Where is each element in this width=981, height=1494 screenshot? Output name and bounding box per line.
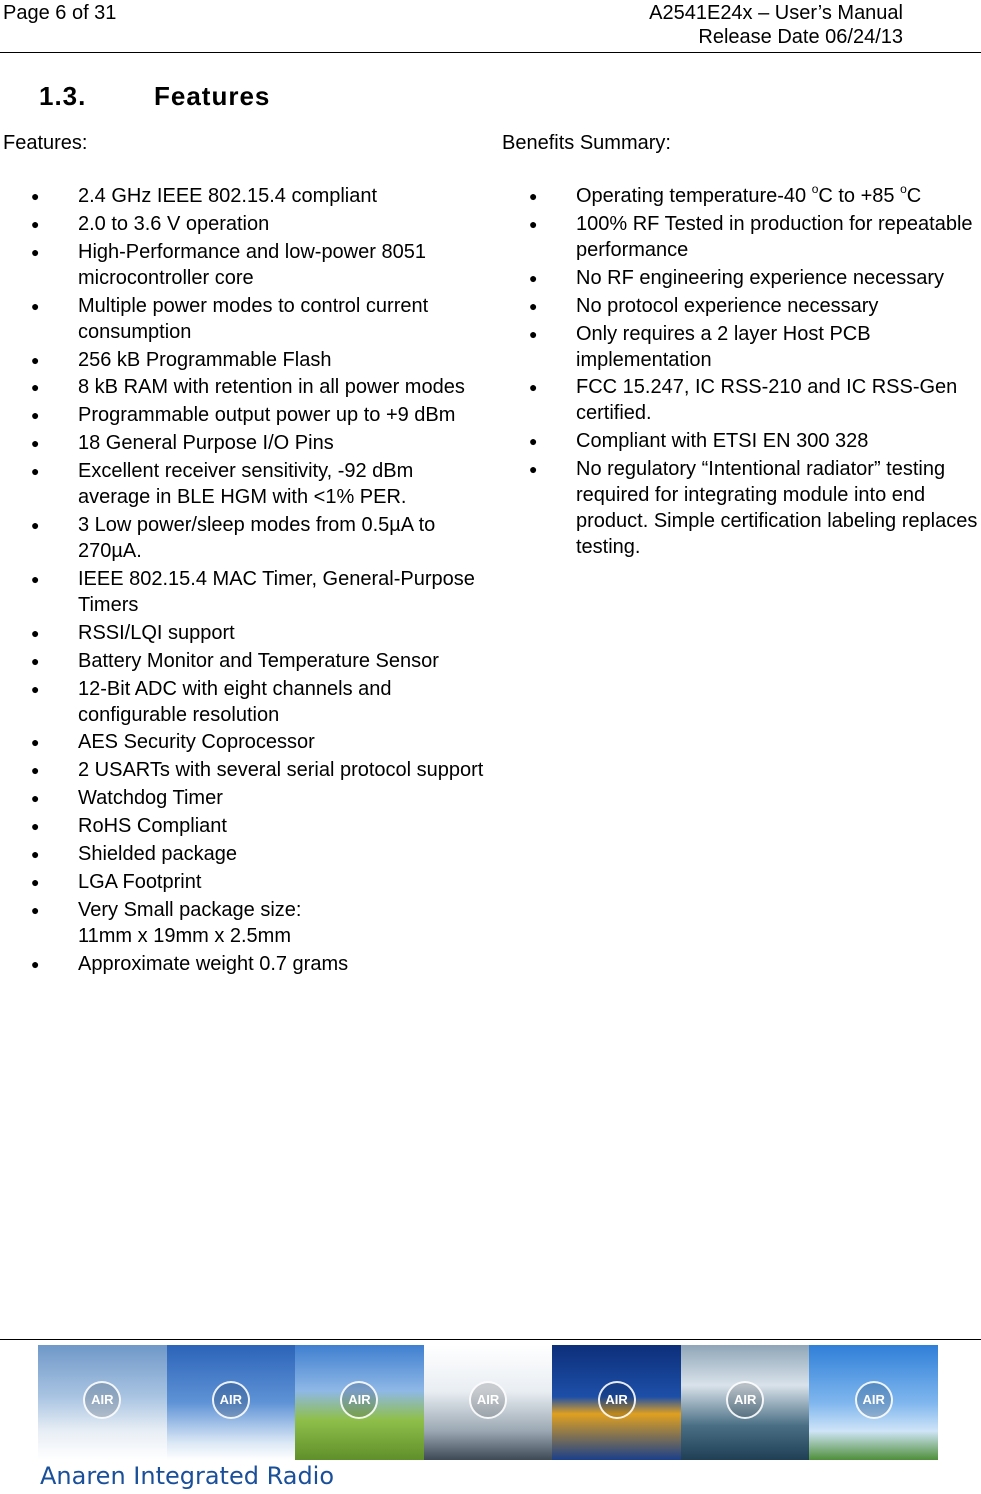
list-item: ● No regulatory “Intentional radiator” testing required for integrating module into end product. Simple certification labeling replaces testing. (529, 458, 978, 559)
air-logo-icon: AIR (469, 1381, 507, 1419)
document-header (649, 1, 903, 49)
list-item: ● Battery Monitor and Temperature Sensor (31, 649, 439, 672)
list-item: ● 2.4 GHz IEEE 802.15.4 compliant (31, 185, 378, 207)
banner-tile-windsurf (552, 1345, 681, 1460)
release-date: Release Date 06/24/13 (698, 26, 903, 48)
banner-tile-jump (809, 1345, 938, 1460)
bullet-icon: ● (31, 846, 40, 863)
footer-banner (38, 1345, 938, 1460)
air-logo-icon: AIR (212, 1381, 250, 1419)
list-item: ● 100% RF Tested in production for repeatable performance (529, 212, 973, 261)
section-title: Features (154, 81, 271, 111)
page-number: Page 6 of 31 (3, 2, 117, 24)
bullet-icon: ● (31, 901, 40, 918)
list-item: ● No protocol experience necessary (529, 294, 879, 317)
list-item: ● Excellent receiver sensitivity, -92 dBm average in BLE HGM with <1% PER. (31, 460, 414, 509)
air-logo-icon: AIR (83, 1381, 121, 1419)
bullet-icon: ● (529, 269, 538, 286)
brand-wordmark: Anaren Integrated Radio (40, 1462, 335, 1490)
bullet-icon: ● (31, 215, 40, 232)
bullet-icon: ● (31, 188, 40, 204)
bullet-icon: ● (31, 517, 40, 534)
bullet-icon: ● (31, 435, 40, 452)
bullet-icon: ● (31, 818, 40, 835)
bullet-icon: ● (31, 955, 40, 972)
list-item: ● RoHS Compliant (31, 815, 227, 838)
list-item: ● 2 USARTs with several serial protocol support (31, 759, 484, 782)
operating-temperature: Operating temperature-40 $^o$C to +85 $^o$C (576, 182, 922, 207)
air-logo-icon: AIR (598, 1381, 636, 1419)
bullet-icon: ● (31, 652, 40, 669)
bullet-icon: ● (31, 379, 40, 396)
banner-tile-snowboard (38, 1345, 167, 1460)
header-divider (0, 52, 981, 53)
bullet-icon: ● (31, 734, 40, 751)
list-item: ● RSSI/LQI support (31, 621, 235, 644)
bullet-icon: ● (529, 188, 538, 204)
list-item: ● High-Performance and low-power 8051 microcontroller core (31, 240, 426, 289)
bullet-icon: ● (31, 351, 40, 368)
bullet-icon: ● (31, 873, 40, 890)
bullet-icon: ● (529, 297, 538, 314)
bullet-icon: ● (529, 379, 538, 396)
list-item: ● IEEE 802.15.4 MAC Timer, General-Purpose Timers (31, 567, 475, 616)
list-item: ● Programmable output power up to +9 dBm (31, 404, 456, 427)
section-heading (39, 80, 270, 112)
bullet-icon: ● (529, 461, 538, 478)
list-item: ● 8 kB RAM with retention in all power modes (31, 376, 465, 399)
list-item: ● Very Small package size: 11mm x 19mm x 2.5mm (78, 897, 488, 949)
bullet-icon: ● (31, 624, 40, 641)
list-item: ● 256 kB Programmable Flash (31, 348, 332, 371)
air-logo-icon: AIR (340, 1381, 378, 1419)
air-logo-icon: AIR (726, 1381, 764, 1419)
features-heading: Features: (3, 132, 88, 154)
bullet-icon: ● (31, 790, 40, 807)
list-item: ● Multiple power modes to control current consumption (31, 294, 429, 343)
list-item: ● Watchdog Timer (31, 787, 223, 810)
bullet-icon: ● (31, 680, 40, 697)
banner-tile-kayak (681, 1345, 810, 1460)
bullet-icon: ● (529, 325, 538, 342)
benefits-heading: Benefits Summary: (502, 132, 671, 154)
bullet-icon: ● (31, 297, 40, 314)
bullet-icon: ● (31, 243, 40, 260)
list-item: ● 2.0 to 3.6 V operation (31, 212, 270, 235)
bullet-icon: ● (529, 215, 538, 232)
list-item: ● No RF engineering experience necessary (529, 266, 944, 289)
list-item: ● 12-Bit ADC with eight channels and configurable resolution (31, 677, 392, 726)
list-item: ● 3 Low power/sleep modes from 0.5µA to 270µA. (31, 514, 436, 563)
bullet-icon: ● (31, 570, 40, 587)
bullet-icon: ● (31, 407, 40, 424)
list-item: ● Shielded package (31, 843, 238, 866)
package-dimensions: 11mm x 19mm x 2.5mm (78, 924, 291, 947)
bullet-icon: ● (31, 463, 40, 480)
bullet-icon: ● (31, 762, 40, 779)
features-list (31, 183, 488, 979)
list-item: ● AES Security Coprocessor (31, 731, 315, 754)
benefits-list (529, 182, 981, 562)
air-logo-icon: AIR (855, 1381, 893, 1419)
list-item: ● LGA Footprint (31, 870, 202, 893)
list-item (529, 182, 981, 209)
bullet-icon: ● (529, 433, 538, 450)
section-number: 1.3. (39, 81, 87, 111)
list-item: ● Approximate weight 0.7 grams (31, 952, 349, 975)
document-title: A2541E24x – User’s Manual (649, 2, 903, 24)
footer-divider (0, 1339, 981, 1340)
banner-tile-ski (167, 1345, 296, 1460)
banner-tile-bike (295, 1345, 424, 1460)
list-item: ● FCC 15.247, IC RSS-210 and IC RSS-Gen certified. (529, 376, 958, 425)
list-item: ● 18 General Purpose I/O Pins (31, 432, 334, 455)
list-item: ● Compliant with ETSI EN 300 328 (529, 430, 869, 453)
banner-tile-snow (424, 1345, 553, 1460)
list-item: ● Only requires a 2 layer Host PCB implementation (529, 322, 871, 371)
